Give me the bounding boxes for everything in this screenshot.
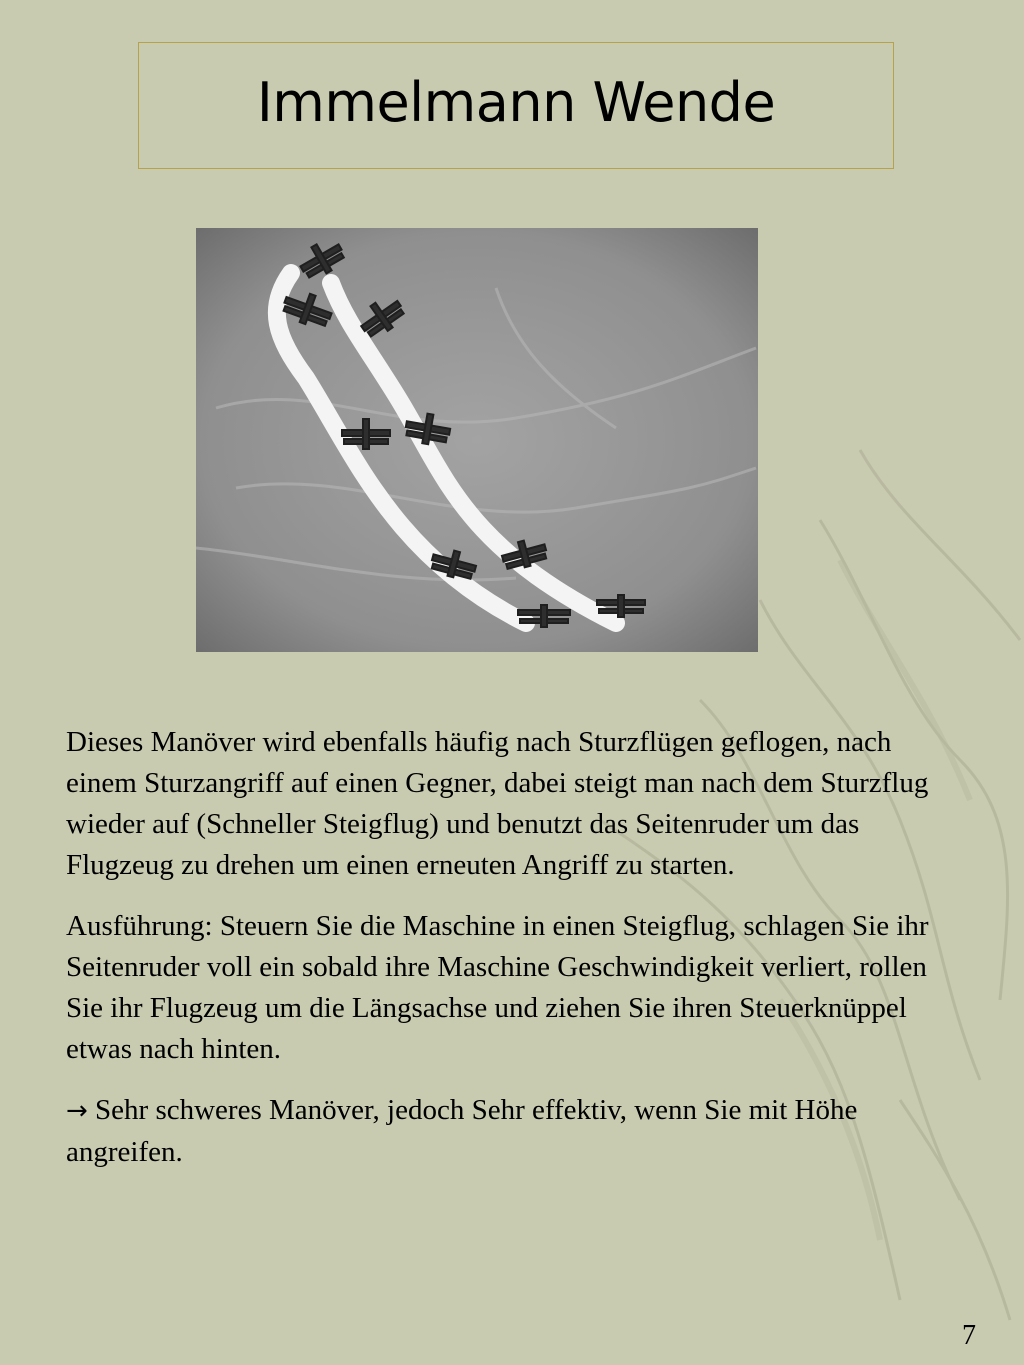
biplanes-photo — [196, 228, 758, 652]
conclusion-line — [66, 1090, 946, 1173]
slide-title: Immelmann Wende — [256, 71, 776, 134]
arrow-right-icon: → — [66, 1096, 88, 1126]
title-box — [138, 42, 894, 169]
conclusion-text: Sehr schweres Manöver, jedoch Sehr effektiv, wenn Sie mit Höhe angreifen. — [66, 1094, 858, 1168]
paragraph-description: Dieses Manöver wird ebenfalls häufig nach Sturzflügen geflogen, nach einem Sturzangriff auf einen Gegner, dabei steigt man nach dem Sturzflug wieder auf (Schneller Steigflug) und benutzt das Seitenruder um das Flugzeug zu drehen um einen erneuten Angriff zu starten. — [66, 726, 929, 881]
body-text — [66, 722, 946, 1193]
paragraph-execution: Ausführung: Steuern Sie die Maschine in einen Steigflug, schlagen Sie ihr Seitenruder voll ein sobald ihre Maschine Geschwindigkeit verliert, rollen Sie ihr Flugzeug um die Längsachse und ziehen Sie ihren Steuerknüppel etwas nach hinten. — [66, 910, 929, 1065]
page-number: 7 — [962, 1320, 976, 1351]
